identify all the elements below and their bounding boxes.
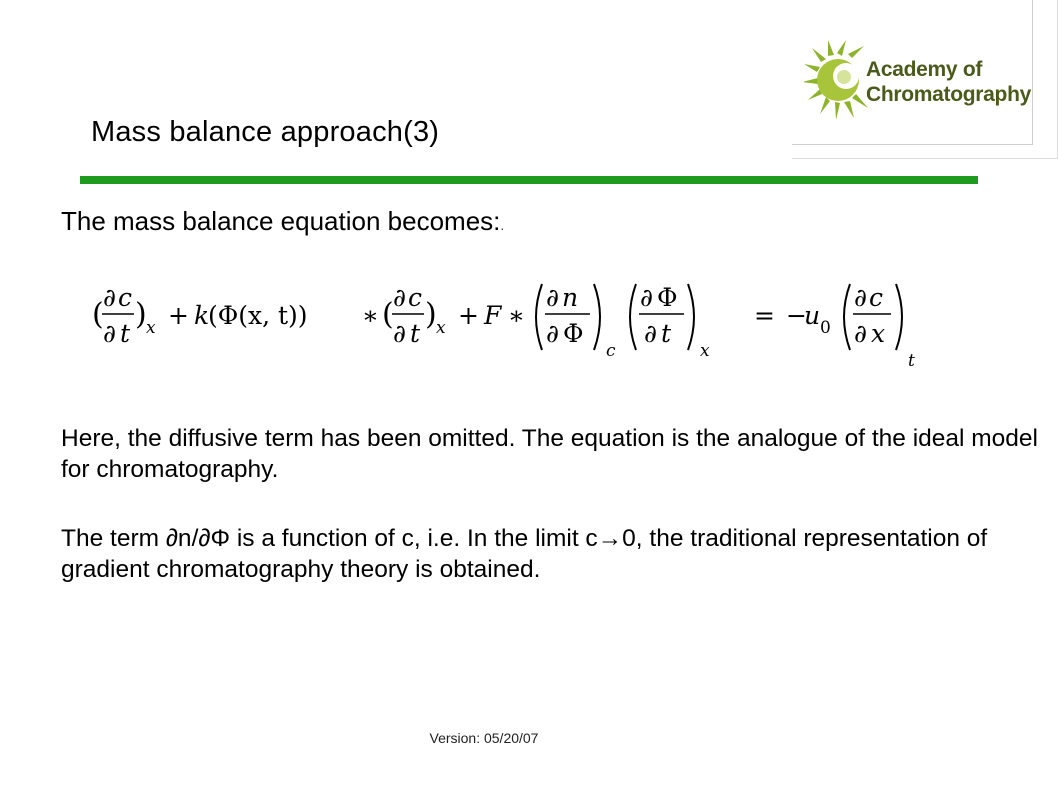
eq-star-1: ∗ <box>362 301 379 330</box>
eq-paren-open-2: ( <box>382 297 394 332</box>
eq-t4-num-phi: Φ <box>657 283 678 312</box>
eq-u: u <box>804 301 821 330</box>
eq-t1-den-d: ∂ <box>103 319 116 348</box>
eq-star-2: ∗ <box>508 301 525 330</box>
eq-t2-sub: x <box>436 318 446 338</box>
version-label: Version: 05/20/07 <box>429 730 539 746</box>
eq-t5-den-d: ∂ <box>854 319 867 348</box>
eq-k: k <box>194 301 210 330</box>
eq-t4-num-d: ∂ <box>640 283 653 312</box>
eq-t3-den-d: ∂ <box>546 319 559 348</box>
eq-plus-2: + <box>458 301 479 330</box>
eq-paren-open-1: ( <box>92 297 104 332</box>
eq-t2-num-c: c <box>408 283 423 312</box>
eq-paren-close-1: ) <box>135 297 147 332</box>
eq-t5-sub: t <box>908 351 915 371</box>
eq-t4-sub: x <box>700 341 710 361</box>
eq-minus: − <box>786 301 807 330</box>
eq-t3-num-d: ∂ <box>546 283 559 312</box>
academy-logo-icon <box>804 36 874 126</box>
eq-t5-num-c: c <box>869 283 884 312</box>
eq-t5-num-d: ∂ <box>854 283 867 312</box>
paragraph-diffusive-term: Here, the diffusive term has been omitted. The equation is the analogue of the ideal model for chromatography. <box>61 425 1038 483</box>
slide-title: Mass balance approach(3) <box>91 116 440 148</box>
logo-line-1: Academy of <box>866 58 983 81</box>
eq-t2-num-d: ∂ <box>393 283 406 312</box>
eq-k-arg: (Φ(x, t)) <box>208 301 308 330</box>
logo-line-2: Chromatography <box>866 83 1031 106</box>
logo-text <box>866 57 1031 107</box>
eq-t3-num-n: n <box>562 283 579 312</box>
eq-t5-den-x: x <box>871 319 886 348</box>
intro-text <box>61 206 504 237</box>
footer <box>0 730 1058 746</box>
eq-u-sub: 0 <box>820 318 831 338</box>
eq-t3-den-phi: Φ <box>563 319 584 348</box>
eq-t1-sub: x <box>146 318 156 338</box>
eq-t1-num-d: ∂ <box>103 283 116 312</box>
eq-t1-num-c: c <box>118 283 133 312</box>
eq-t4-den-t: t <box>661 319 672 348</box>
title-rule <box>80 176 978 184</box>
eq-t2-den-d: ∂ <box>393 319 406 348</box>
eq-t1-den-t: t <box>120 319 131 348</box>
eq-t4-den-d: ∂ <box>644 319 657 348</box>
eq-F: F <box>484 301 502 330</box>
paragraph-limit: The term ∂n/∂Φ is a function of c, i.e. In the limit c→0, the traditional representation of gradient chromatography theory is obtained. <box>61 525 988 583</box>
eq-t2-den-t: t <box>410 319 421 348</box>
eq-plus-1: + <box>168 301 189 330</box>
mass-balance-equation <box>90 262 960 382</box>
eq-equals: = <box>754 301 775 330</box>
intro-label: The mass balance equation becomes: <box>61 206 501 236</box>
eq-t3-sub: c <box>606 341 616 361</box>
intro-mark: . <box>500 217 505 233</box>
eq-paren-close-2: ) <box>425 297 437 332</box>
